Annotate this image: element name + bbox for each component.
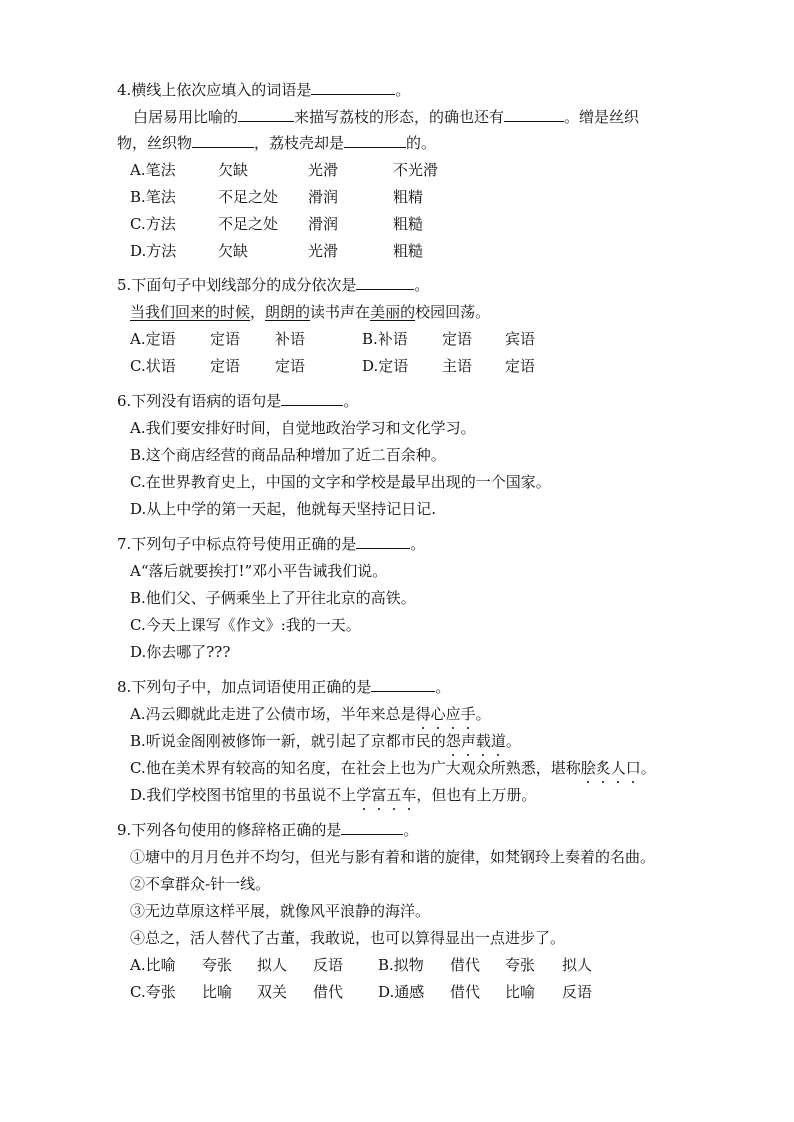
q7-option-c[interactable]: C.今天上课写《作文》:我的一天。 — [130, 616, 361, 634]
q4-option-label: B.笔法 — [130, 188, 176, 206]
q9-option-label: B.拟物 — [378, 956, 424, 974]
q4-passage-text: 来描写荔枝的形态，的确也还有 — [294, 108, 505, 126]
q9-stem-end: 。 — [403, 821, 419, 839]
q5-option-label: B.补语 — [362, 330, 408, 348]
q6-option-c[interactable]: C.在世界教育史上，中国的文字和学校是最早出现的一个国家。 — [130, 473, 551, 491]
q8-option-text: B.听说金阁刚被修饰一新，就引起了京都市民的 — [130, 732, 446, 750]
q4-option-word: 不足之处 — [218, 215, 279, 233]
q6-stem-text: 6.下列没有语病的语句是 — [117, 392, 282, 410]
q4-stem — [117, 80, 410, 100]
emphasis-dot-char: 手 — [460, 705, 476, 723]
q5-option-word: 定语 — [210, 330, 241, 348]
q4-passage-text: 白居易用比喻的 — [133, 108, 239, 126]
q9-item-3: ③无边草原这样平展，就像风平浪静的海洋。 — [130, 902, 431, 920]
q6-stem-end: 。 — [343, 392, 359, 410]
emphasis-dot-char: 五 — [386, 786, 402, 804]
q5-underlined-part-3: 美丽的 — [370, 303, 416, 321]
q8-option-c[interactable] — [130, 758, 656, 778]
q4-option-label: A.笔法 — [130, 161, 176, 179]
q4-option-label: D.方法 — [130, 242, 177, 260]
q4-blank-3 — [192, 133, 254, 148]
q5-option-word: 主语 — [442, 357, 473, 375]
q5-sentence-text: 校园回荡。 — [415, 303, 491, 321]
q8-option-text: ，但也有上万册。 — [416, 786, 537, 804]
q9-item-2: ②不拿群众-针一线。 — [130, 875, 271, 893]
q5-stem-end: 。 — [414, 276, 430, 294]
q8-option-text: 。 — [475, 705, 491, 723]
q4-option-word: 不光滑 — [393, 161, 439, 179]
q9-stem — [117, 820, 418, 840]
q9-stem-blank — [341, 820, 403, 835]
q6-option-a[interactable]: A.我们要安排好时间，自觉地政治学习和文化学习。 — [130, 419, 476, 437]
q9-option-word: 夸张 — [202, 956, 233, 974]
q4-option-word: 欠缺 — [218, 161, 249, 179]
q4-stem-text: 4.横线上依次应填入的词语是 — [117, 81, 312, 99]
q5-option-label: D.定语 — [362, 357, 409, 375]
q8-option-d[interactable] — [130, 785, 536, 805]
q8-stem — [117, 677, 450, 697]
q6-stem — [117, 391, 358, 411]
q9-option-word: 夸张 — [505, 956, 536, 974]
q9-option-word: 反语 — [562, 983, 593, 1001]
q8-dotted-word-a — [416, 705, 476, 723]
q4-option-label: C.方法 — [130, 215, 176, 233]
q5-option-word: 补语 — [275, 330, 306, 348]
q9-item-4: ④总之，活人替代了古董，我敢说，也可以算得显出一点进步了。 — [130, 929, 566, 947]
q5-underlined-part-1: 当我们回来的时候 — [130, 303, 251, 321]
q5-option-label: C.状语 — [130, 357, 176, 375]
q5-option-word: 宾语 — [505, 330, 536, 348]
q4-blank-4 — [344, 133, 406, 148]
q4-option-word: 光滑 — [308, 161, 339, 179]
q9-option-word: 拟人 — [257, 956, 288, 974]
q8-option-text: C.他在美术界有较高的知名度，在社会上也为广大观众所熟悉，堪称 — [130, 759, 581, 777]
q5-underlined-part-2: 朗朗的 — [265, 303, 311, 321]
q5-sentence-text: ， — [250, 303, 266, 321]
q7-stem-text: 7.下列句子中标点符号使用正确的是 — [117, 535, 357, 553]
q8-dotted-word-b — [446, 732, 506, 750]
q9-item-1: ①塘中的月月色并不均匀，但光与影有着和谐的旋律，如梵钢玲上奏着的名曲。 — [130, 848, 656, 866]
q5-stem — [117, 275, 429, 295]
emphasis-dot-char: 声 — [460, 732, 476, 750]
q5-stem-blank — [356, 275, 414, 290]
q8-option-text: D.我们学校图书馆里的书虽说不上 — [130, 786, 357, 804]
q9-option-word: 借代 — [450, 956, 481, 974]
q9-option-label: C.夸张 — [130, 983, 176, 1001]
q5-option-word: 定语 — [275, 357, 306, 375]
q7-option-a[interactable]: A“落后就要挨打!”邓小平告诫我们说。 — [130, 562, 388, 580]
q5-sentence-text: 读书声在 — [310, 303, 371, 321]
q4-passage-line-2 — [117, 133, 436, 153]
q9-stem-text: 9.下列各句使用的修辞格正确的是 — [117, 821, 342, 839]
q8-stem-text: 8.下列句子中，加点词语使用正确的是 — [117, 678, 372, 696]
q9-option-word: 反语 — [313, 956, 344, 974]
q4-option-word: 粗糙 — [393, 242, 424, 260]
emphasis-dot-char: 心 — [430, 705, 446, 723]
q8-option-text: A.冯云卿就此走进了公债市场，半年来总是 — [130, 705, 416, 723]
emphasis-dot-char: 载 — [475, 732, 491, 750]
q4-option-word: 不足之处 — [218, 188, 279, 206]
q5-option-word: 定语 — [210, 357, 241, 375]
q8-option-text: 。 — [505, 732, 521, 750]
q8-option-a[interactable] — [130, 704, 491, 724]
q9-option-word: 比喻 — [505, 983, 536, 1001]
q9-option-word: 借代 — [313, 983, 344, 1001]
emphasis-dot-char: 炙 — [595, 759, 611, 777]
q5-stem-text: 5.下面句子中划线部分的成分依次是 — [117, 276, 357, 294]
emphasis-dot-char: 道 — [490, 732, 506, 750]
q8-stem-blank — [371, 677, 435, 692]
q4-option-word: 光滑 — [308, 242, 339, 260]
q9-option-label: A.比喻 — [130, 956, 176, 974]
q7-stem-blank — [356, 534, 410, 549]
q8-dotted-word-d — [356, 786, 416, 804]
q5-sentence — [130, 302, 490, 322]
q4-blank-1 — [238, 107, 294, 122]
emphasis-dot-char: 得 — [415, 705, 431, 723]
q8-dotted-word-c — [581, 759, 641, 777]
q4-stem-blank — [311, 80, 395, 95]
q4-option-word: 滑润 — [308, 215, 339, 233]
q6-option-d[interactable]: D.从上中学的第一天起，他就每天坚持记日记. — [130, 500, 437, 518]
q4-option-word: 欠缺 — [218, 242, 249, 260]
q4-blank-2 — [504, 107, 564, 122]
emphasis-dot-char: 人 — [610, 759, 626, 777]
q4-option-word: 粗糙 — [393, 215, 424, 233]
q9-option-label: D.通感 — [378, 983, 425, 1001]
emphasis-dot-char: 车 — [401, 786, 417, 804]
q9-option-word: 借代 — [450, 983, 481, 1001]
q7-stem — [117, 534, 425, 554]
emphasis-dot-char: 富 — [371, 786, 387, 804]
q8-stem-end: 。 — [435, 678, 451, 696]
q5-option-word: 定语 — [442, 330, 473, 348]
q4-passage-text: 的。 — [406, 134, 437, 152]
q9-option-word: 双关 — [257, 983, 288, 1001]
q9-option-word: 比喻 — [202, 983, 233, 1001]
q4-passage-text: 。缯是丝织 — [564, 108, 640, 126]
q6-option-b[interactable]: B.这个商店经营的商品品种增加了近二百余种。 — [130, 446, 446, 464]
q4-passage-text: 物，丝织物 — [117, 134, 193, 152]
q5-option-word: 定语 — [505, 357, 536, 375]
emphasis-dot-char: 口 — [625, 759, 641, 777]
q4-passage-line-1 — [133, 107, 639, 127]
q6-stem-blank — [281, 391, 343, 406]
q7-stem-end: 。 — [410, 535, 426, 553]
q7-option-b[interactable]: B.他们父、子俩乘坐上了开往北京的高铁。 — [130, 589, 416, 607]
emphasis-dot-char: 学 — [356, 786, 372, 804]
emphasis-dot-char: 应 — [445, 705, 461, 723]
q5-option-label: A.定语 — [130, 330, 176, 348]
emphasis-dot-char: 怨 — [445, 732, 461, 750]
q8-option-text: 。 — [640, 759, 656, 777]
q4-option-word: 滑润 — [308, 188, 339, 206]
q4-stem-end: 。 — [395, 81, 411, 99]
q4-option-word: 粗精 — [393, 188, 424, 206]
q4-passage-text: ，荔枝壳却是 — [254, 134, 345, 152]
q8-option-b[interactable] — [130, 731, 521, 751]
q7-option-d[interactable]: D.你去哪了??? — [130, 643, 231, 661]
emphasis-dot-char: 脍 — [580, 759, 596, 777]
q9-option-word: 拟人 — [562, 956, 593, 974]
